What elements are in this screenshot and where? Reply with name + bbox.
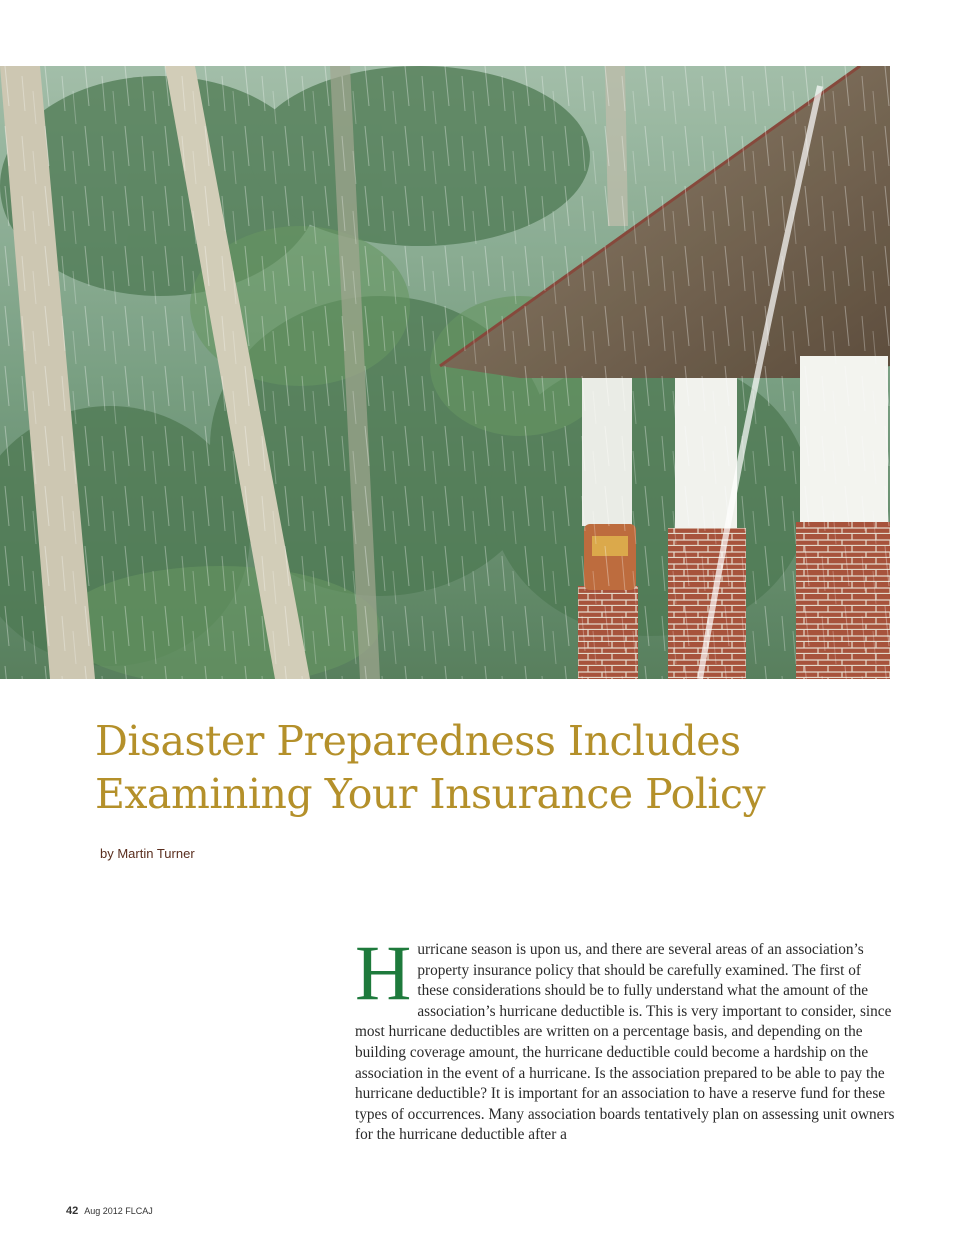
page-footer xyxy=(66,1205,153,1217)
article-title-line-1: Disaster Preparedness Includes xyxy=(95,717,741,765)
drop-cap: H xyxy=(355,929,412,1016)
page-number: 42 xyxy=(66,1205,79,1217)
article-title-line-2: Examining Your Insurance Policy xyxy=(95,770,766,818)
hero-photo-illustration xyxy=(0,66,890,679)
issue-label: Aug 2012 FLCAJ xyxy=(84,1206,153,1216)
article-title xyxy=(95,715,875,821)
hero-photo-rain-tropical-pavilion xyxy=(0,66,890,679)
article-body-text: urricane season is upon us, and there are several areas of an association’s property insurance policy that should be carefully examined. The first of these considerations should be to fully understand what the amount of the association’s hurricane deductible is. This is very important to consider, since most hurricane deductibles are written on a percentage basis, and depending on the building coverage amount, the hurricane deductible could become a hardship on the association in the event of a hurricane. Is the association prepared to be able to pay the hurricane deductible? It is important for an association to have a reserve fund for these types of occurrences. Many association boards tentatively plan on assessing unit owners for the hurricane deductible after a xyxy=(355,941,895,1144)
article-byline: by Martin Turner xyxy=(100,846,195,861)
article-body xyxy=(355,929,895,1146)
